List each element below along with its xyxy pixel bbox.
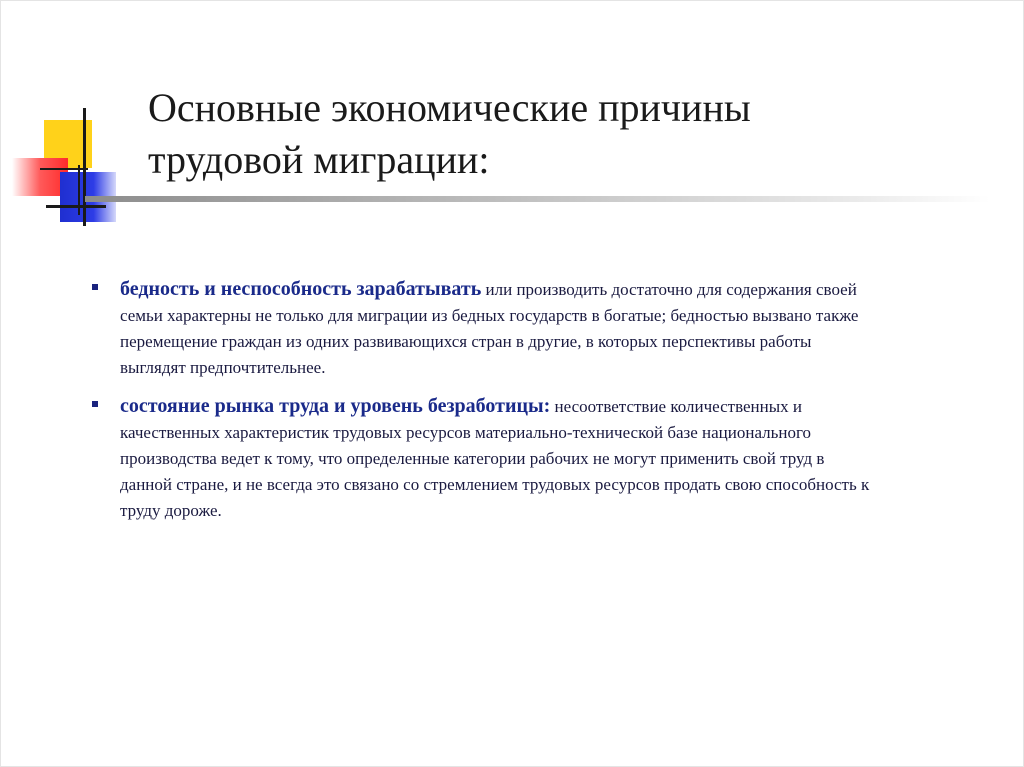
list-item: [92, 276, 872, 381]
decorative-logo-icon: [0, 0, 140, 240]
slide-title-line-2: трудовой миграции:: [148, 137, 490, 182]
horizontal-line-shape: [46, 205, 106, 208]
vertical-line-shape: [83, 108, 86, 226]
list-item: [92, 393, 872, 524]
slide-title: [148, 82, 948, 186]
bullet-square-icon: [92, 401, 98, 407]
bullet-square-icon: [92, 284, 98, 290]
list-item-text: [120, 393, 872, 524]
list-item-body: несоответствие количественных и качественных характеристик трудовых ресурсов материально-технической базе национального производства ведет к тому, что определенные категории рабочих не могут применить свой труд в данной стране, и не всегда это связано со стремлением трудовых ресурсов продать свою способность к труду дороже.: [120, 397, 870, 520]
bullet-list: [92, 276, 872, 536]
title-divider: [85, 196, 990, 202]
list-item-body: или производить достаточно для содержания своей семьи характерны не только для миграции из бедных государств в богатые; бедностью вызвано также перемещение граждан из одних развивающихся стран в другие, в которых перспективы работы выглядят предпочтительнее.: [120, 280, 859, 377]
list-item-heading: бедность и неспособность зарабатывать: [120, 278, 482, 300]
list-item-heading: состояние рынка труда и уровень безработицы:: [120, 395, 551, 417]
slide-title-line-1: Основные экономические причины: [148, 85, 751, 130]
list-item-text: [120, 276, 872, 381]
horizontal-line-shape: [40, 168, 88, 170]
